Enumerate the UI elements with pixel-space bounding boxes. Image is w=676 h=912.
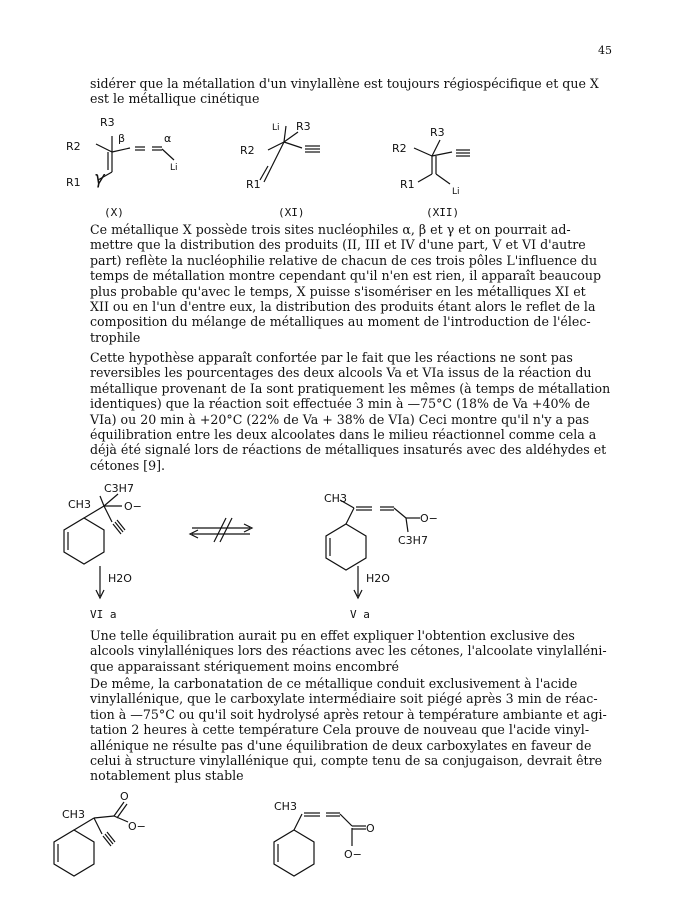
- text-line: que apparaissant stériquement moins encombré: [90, 658, 399, 674]
- label-r1: R1: [246, 178, 261, 191]
- text-line: mettre que la distribution des produits (II, III et IV d'une part, V et VI d'autre: [90, 237, 586, 253]
- label-ch3: CH3: [324, 492, 347, 505]
- label-r2: R2: [392, 142, 407, 155]
- text-line: composition du mélange de métalliques au moment de l'introduction de l'élec-: [90, 314, 591, 330]
- label-o-minus: O−: [128, 820, 146, 833]
- text-line: celui à structure vinylallénique qui, compte tenu de sa conjugaison, devrait être: [90, 753, 603, 769]
- text-line: notablement plus stable: [90, 768, 244, 784]
- text-line: Cette hypothèse apparaît confortée par le fait que les réactions ne sont pas: [90, 350, 573, 365]
- caption-xii: (XII): [426, 206, 460, 219]
- reagent-h2o: H2O: [108, 572, 132, 585]
- text-line: cétones [9].: [90, 457, 166, 473]
- paragraph-carbonatation: [90, 676, 610, 784]
- label-o: O: [366, 822, 375, 835]
- text-line: vinylallénique, que le carboxylate intermédiaire soit piégé après 3 min de réac-: [90, 691, 598, 707]
- text-line: plus probable qu'avec le temps, X puisse s'isomériser en les métalliques XI et: [90, 283, 586, 299]
- text-line: temps de métallation montre cependant qu'il n'en est rien, il apparaît beaucoup: [90, 268, 602, 284]
- label-ch3: CH3: [62, 808, 85, 821]
- label-r2: R2: [66, 140, 81, 153]
- label-o-minus: O−: [420, 512, 438, 525]
- caption-xi: (XI): [278, 206, 305, 219]
- scheme-carboxylates: [0, 788, 676, 888]
- text-line: tion à —75°C ou qu'il soit hydrolysé après retour à température ambiante et agi-: [90, 706, 607, 722]
- text-line: est le métallique cinétique: [90, 91, 260, 107]
- label-r3: R3: [430, 126, 445, 139]
- paragraph-intro: [90, 76, 610, 107]
- page-number: 45: [598, 44, 612, 57]
- label-alpha: α: [164, 132, 172, 145]
- product-label-via: VI a: [90, 608, 117, 621]
- text-line: sidérer que la métallation d'un vinylallène est toujours régiospécifique et que X: [90, 76, 599, 91]
- text-line: Une telle équilibration aurait pu en effet expliquer l'obtention exclusive des: [90, 628, 575, 643]
- scheme-alcoholates: [0, 478, 676, 628]
- text-line: reversibles les pourcentages des deux alcools Va et VIa issus de la réaction du: [90, 365, 592, 381]
- paragraph-equilibration: [90, 628, 610, 674]
- text-line: trophile: [90, 329, 141, 345]
- label-li: Li: [170, 163, 178, 173]
- label-ch3: CH3: [68, 498, 91, 511]
- label-o-minus: O−: [124, 500, 142, 513]
- label-r3: R3: [100, 116, 115, 129]
- text-line: VIa) ou 20 min à +20°C (22% de Va + 38% de VIa) Ceci montre qu'il n'y a pas: [90, 411, 590, 427]
- label-li: Li: [272, 123, 280, 133]
- text-line: Ce métallique X possède trois sites nucléophiles α, β et γ et on pourrait ad-: [90, 222, 571, 237]
- label-r3: R3: [296, 120, 311, 133]
- text-line: métallique provenant de Ia sont pratiquement les mêmes (à temps de métallation: [90, 380, 611, 396]
- text-line: XII ou en l'un d'entre eux, la distribution des produits étant alors le reflet de la: [90, 299, 596, 315]
- text-line: déjà été signalé lors de réactions de métalliques insaturés avec des aldéhydes et: [90, 442, 607, 458]
- product-label-va: V a: [350, 608, 370, 621]
- label-c3h7: C3H7: [398, 534, 428, 547]
- paragraph-hypothesis: [90, 350, 610, 473]
- structures-x-xi-xii: [0, 112, 676, 222]
- caption-x: (X): [104, 206, 124, 219]
- label-ch3: CH3: [274, 800, 297, 813]
- label-gamma: γ: [94, 168, 105, 189]
- reagent-h2o: H2O: [366, 572, 390, 585]
- label-r1: R1: [400, 178, 415, 191]
- text-line: alcools vinylalléniques lors des réactions avec les cétones, l'alcoolate vinylalléni-: [90, 643, 607, 659]
- text-line: De même, la carbonatation de ce métallique conduit exclusivement à l'acide: [90, 676, 578, 691]
- text-line: identiques) que la réaction soit effectuée 3 min à —75°C (18% de Va +40% de: [90, 396, 590, 412]
- label-r2: R2: [240, 144, 255, 157]
- label-beta: β: [118, 132, 126, 145]
- text-line: part) reflète la nucléophilie relative de chacun de ces trois pôles L'influence du: [90, 252, 598, 268]
- label-o-minus: O−: [344, 848, 362, 861]
- text-line: allénique ne résulte pas d'une équilibration de deux carboxylates en faveur de: [90, 737, 592, 753]
- label-li: Li: [452, 187, 460, 197]
- label-o: O: [120, 790, 129, 803]
- text-line: équilibration entre les deux alcoolates dans le milieu réactionnel comme cela a: [90, 427, 597, 443]
- text-line: tation 2 heures à cette température Cela prouve de nouveau que l'acide vinyl-: [90, 722, 590, 738]
- label-r1: R1: [66, 176, 81, 189]
- label-c3h7: C3H7: [104, 482, 134, 495]
- paragraph-metallic-x: [90, 222, 610, 345]
